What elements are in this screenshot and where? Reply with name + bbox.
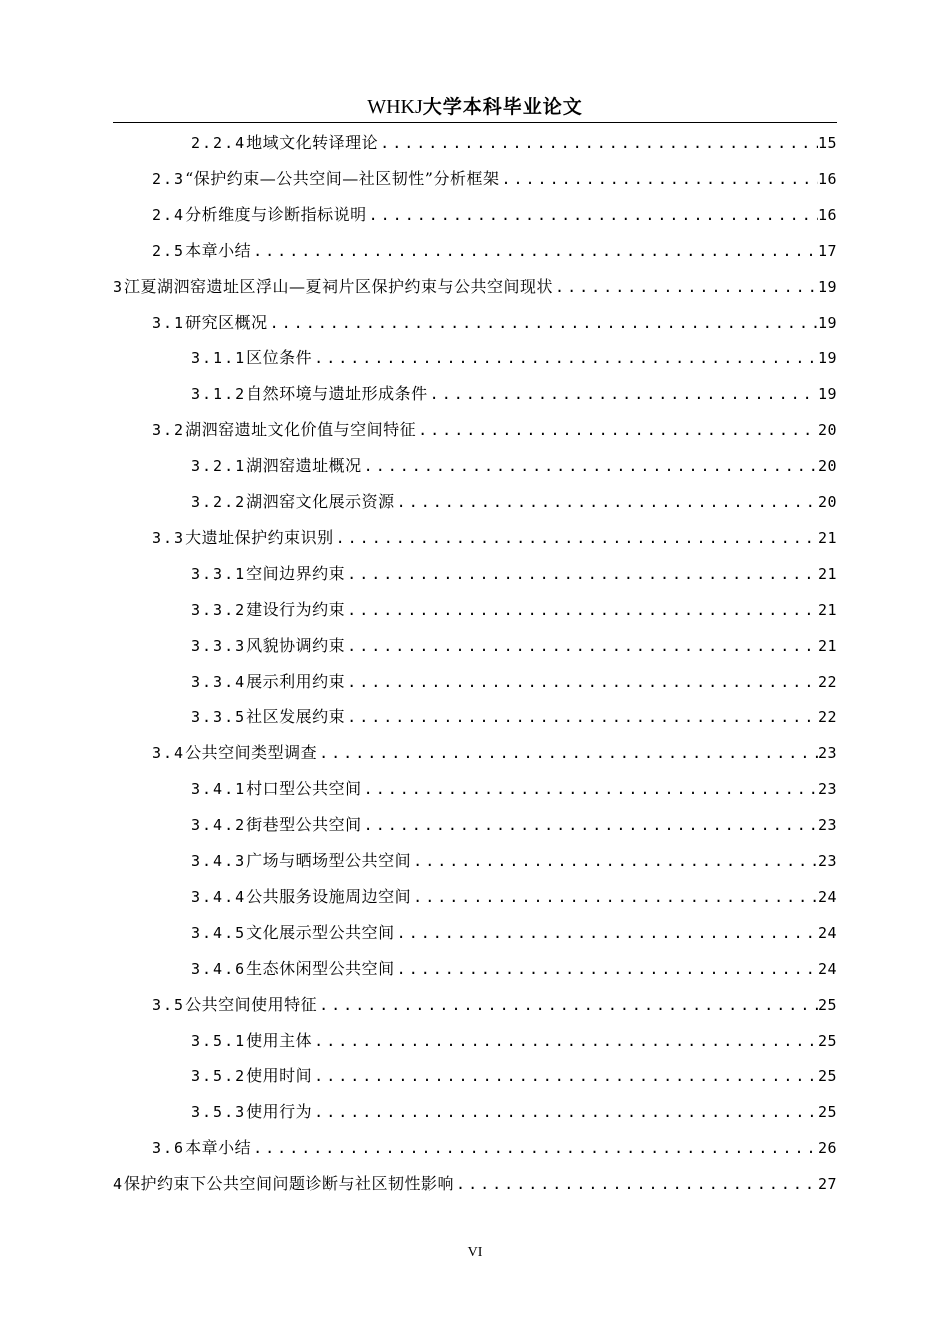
toc-entry-number: 3.3.2 (191, 600, 247, 619)
toc-entry-title: 区位条件 (246, 348, 313, 368)
toc-entry[interactable] (191, 562, 837, 586)
toc-entry-title: 分析维度与诊断指标说明 (185, 204, 367, 224)
toc-entry-page: 21 (817, 528, 837, 547)
toc-entry[interactable] (191, 1100, 837, 1124)
toc-entry[interactable] (191, 454, 837, 478)
toc-dot-leader (317, 741, 818, 765)
toc-entry[interactable] (152, 167, 837, 191)
toc-dot-leader (312, 346, 818, 370)
toc-dot-leader (499, 167, 817, 191)
toc-entry-number: 3.2.2 (191, 493, 247, 511)
toc-entry-number: 3.4 (152, 744, 186, 763)
toc-entry-number: 3.3 (152, 528, 186, 547)
toc-entry-page: 27 (817, 1175, 837, 1194)
toc-entry-page: 22 (817, 708, 837, 727)
toc-entry-title: 江夏湖泗窑遗址区浮山—夏祠片区保护约束与公共空间现状 (124, 276, 554, 296)
toc-entry-page: 21 (817, 600, 837, 619)
toc-entry[interactable] (152, 526, 837, 550)
toc-entry-title: 街巷型公共空间 (246, 815, 362, 835)
toc-entry[interactable] (191, 921, 837, 945)
toc-entry-number: 3.1.2 (191, 385, 247, 404)
toc-entry-page: 24 (817, 887, 837, 906)
toc-entry-title: 湖泗窑遗址文化价值与空间特征 (185, 420, 417, 440)
toc-entry-title: 广场与晒场型公共空间 (246, 851, 412, 870)
toc-dot-leader (416, 418, 818, 442)
toc-entry[interactable] (191, 705, 837, 729)
toc-entry-title: 村口型公共空间 (246, 779, 362, 799)
toc-entry-page: 16 (817, 205, 837, 224)
toc-entry-title: 公共服务设施周边空间 (246, 886, 412, 906)
toc-entry[interactable] (113, 1172, 837, 1196)
toc-entry-title: 湖泗窑遗址概况 (246, 456, 362, 476)
toc-entry[interactable] (152, 741, 837, 765)
toc-entry-title: 使用时间 (246, 1066, 313, 1086)
toc-entry-title: 研究区概况 (185, 312, 268, 332)
toc-entry-page: 15 (817, 134, 837, 152)
toc-dot-leader (411, 849, 818, 873)
toc-entry[interactable] (152, 993, 837, 1017)
toc-entry[interactable] (191, 598, 837, 622)
toc-entry-number: 3.4.2 (191, 816, 247, 835)
toc-dot-leader (362, 777, 818, 801)
toc-entry-title: 本章小结 (185, 1138, 252, 1158)
toc-entry-number: 3.5.3 (191, 1103, 247, 1122)
toc-entry[interactable] (152, 1136, 837, 1160)
toc-entry-page: 19 (817, 385, 837, 404)
toc-entry-title: 大遗址保护约束识别 (185, 527, 334, 547)
toc-entry-number: 3.3.4 (191, 672, 247, 691)
toc-dot-leader (362, 454, 818, 478)
toc-entry-number: 3.3.1 (191, 564, 247, 583)
toc-entry-number: 3.5.2 (191, 1067, 247, 1086)
toc-entry-page: 24 (817, 923, 837, 942)
toc-entry-page: 17 (817, 241, 837, 260)
toc-dot-leader (395, 921, 818, 945)
toc-entry[interactable] (191, 670, 837, 694)
toc-entry-page: 19 (817, 313, 837, 332)
header-code: WHKJ (367, 96, 423, 118)
toc-dot-leader (312, 1064, 818, 1088)
toc-dot-leader (378, 131, 818, 155)
toc-dot-leader (345, 634, 818, 658)
toc-dot-leader (553, 275, 818, 299)
toc-entry[interactable] (152, 311, 837, 335)
toc-entry-number: 2.5 (152, 241, 186, 260)
toc-entry-title: 社区发展约束 (246, 707, 346, 727)
toc-entry-title: 文化展示型公共空间 (246, 922, 395, 942)
toc-entry[interactable] (152, 203, 837, 227)
toc-entry-title: 本章小结 (185, 240, 252, 260)
toc-entry-title: 地域文化转译理论 (246, 133, 379, 152)
toc-dot-leader (268, 311, 818, 335)
toc-entry-number: 3.4.3 (191, 852, 247, 870)
toc-entry-number: 3.1.1 (191, 349, 247, 368)
toc-entry-number: 3 (113, 277, 125, 296)
toc-entry-page: 23 (817, 744, 837, 763)
toc-dot-leader (345, 598, 818, 622)
toc-dot-leader (334, 526, 818, 550)
toc-entry-page: 26 (817, 1139, 837, 1158)
toc-entry-page: 25 (817, 1031, 837, 1050)
toc-dot-leader (345, 670, 818, 694)
page-number: VI (467, 1245, 483, 1260)
toc-entry-page: 20 (817, 421, 837, 440)
toc-entry-title: 湖泗窑文化展示资源 (246, 492, 395, 511)
toc-entry-page: 25 (817, 995, 837, 1014)
toc-entry-title: 生态休闲型公共空间 (246, 958, 395, 978)
toc-entry[interactable] (191, 131, 837, 155)
toc-entry[interactable] (191, 777, 837, 801)
toc-entry-title: 使用行为 (246, 1102, 313, 1122)
toc-dot-leader (251, 1136, 818, 1160)
toc-dot-leader (428, 382, 818, 406)
toc-dot-leader (345, 562, 818, 586)
toc-entry-number: 3.1 (152, 313, 186, 332)
toc-entry-title: 空间边界约束 (246, 563, 346, 583)
toc-entry[interactable] (191, 813, 837, 837)
toc-entry[interactable] (152, 239, 837, 263)
toc-entry-page: 25 (817, 1067, 837, 1086)
toc-entry-number: 4 (113, 1175, 125, 1194)
toc-entry-page: 16 (817, 169, 837, 188)
toc-entry-number: 3.5 (152, 995, 186, 1014)
toc-entry-page: 21 (817, 636, 837, 655)
toc-entry[interactable] (191, 1064, 837, 1088)
toc-entry-title: 风貌协调约束 (246, 635, 346, 655)
toc-entry-number: 3.4.6 (191, 959, 247, 978)
toc-entry-page: 25 (817, 1103, 837, 1122)
toc-entry-number: 3.4.5 (191, 923, 247, 942)
toc-entry[interactable] (191, 634, 837, 658)
toc-entry-number: 3.3.5 (191, 708, 247, 727)
toc-dot-leader (454, 1172, 818, 1196)
toc-entry-title: 公共空间使用特征 (185, 994, 318, 1014)
toc-entry-page: 19 (817, 277, 837, 296)
toc-entry-number: 2.2.4 (191, 134, 247, 152)
toc-dot-leader (367, 203, 818, 227)
toc-entry[interactable] (152, 418, 837, 442)
toc-entry-number: 2.3 (152, 169, 186, 188)
toc-dot-leader (317, 993, 818, 1017)
toc-dot-leader (312, 1029, 818, 1053)
toc-entry[interactable] (191, 849, 837, 873)
toc-entry-number: 2.4 (152, 205, 186, 224)
toc-entry-number: 3.4.4 (191, 887, 247, 906)
toc-entry-number: 3.2 (152, 421, 186, 440)
toc-entry-number: 3.6 (152, 1139, 186, 1158)
toc-entry[interactable] (191, 957, 837, 981)
toc-entry[interactable] (191, 490, 837, 514)
toc-dot-leader (395, 957, 818, 981)
toc-entry-page: 24 (817, 959, 837, 978)
toc-entry-page: 23 (817, 780, 837, 799)
toc-entry-title: 使用主体 (246, 1030, 313, 1050)
toc-entry-number: 3.4.1 (191, 780, 247, 799)
toc-entry-page: 23 (817, 816, 837, 835)
toc-entry-number: 3.5.1 (191, 1031, 247, 1050)
toc-entry[interactable] (113, 275, 837, 299)
toc-dot-leader (411, 885, 818, 909)
toc-dot-leader (362, 813, 818, 837)
header-label: 大学本科毕业论文 (422, 96, 583, 118)
toc-entry-page: 20 (817, 493, 837, 511)
toc-dot-leader (395, 490, 818, 514)
toc-dot-leader (345, 705, 818, 729)
toc-entry-title: 保护约束下公共空间问题诊断与社区韧性影响 (124, 1174, 455, 1194)
toc-entry-title: 建设行为约束 (246, 599, 346, 619)
toc-dot-leader (251, 239, 818, 263)
toc-entry-title: 自然环境与遗址形成条件 (246, 384, 428, 404)
toc-entry-page: 19 (817, 349, 837, 368)
toc-entry-page: 20 (817, 457, 837, 476)
toc-entry-title: “保护约束—公共空间—社区韧性”分析框架 (185, 168, 500, 188)
toc-entry-number: 3.2.1 (191, 457, 247, 476)
toc-entry-page: 23 (817, 852, 837, 870)
toc-entry-title: 展示利用约束 (246, 671, 346, 691)
toc-entry-number: 3.3.3 (191, 636, 247, 655)
toc-dot-leader (312, 1100, 818, 1124)
toc-entry[interactable] (191, 382, 837, 406)
toc-entry-page: 22 (817, 672, 837, 691)
toc-entry[interactable] (191, 346, 837, 370)
toc-entry[interactable] (191, 885, 837, 909)
toc-entry[interactable] (191, 1029, 837, 1053)
toc-entry-title: 公共空间类型调查 (185, 743, 318, 763)
toc-entry-page: 21 (817, 564, 837, 583)
